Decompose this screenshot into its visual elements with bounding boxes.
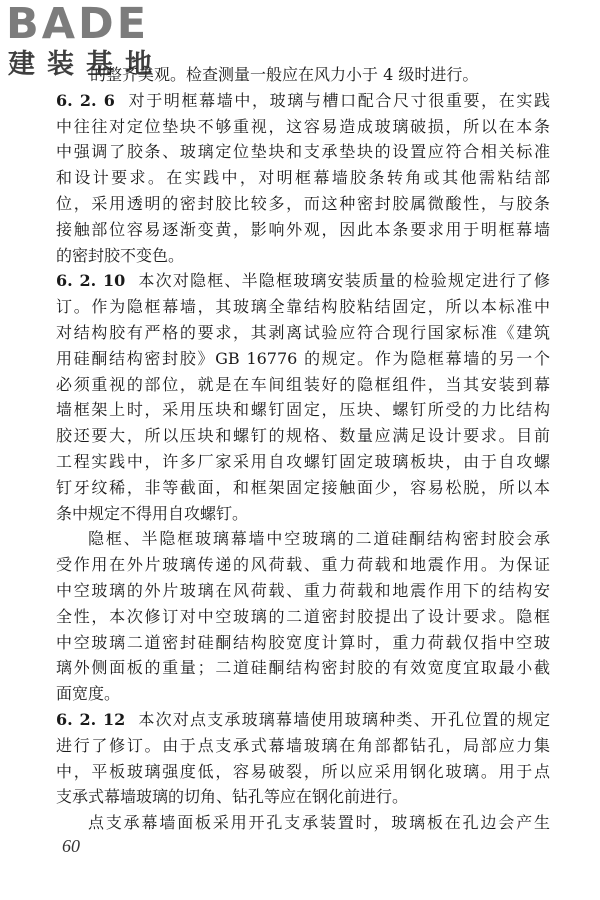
text-line: 点支承幕墙面板采用开孔支承装置时，玻璃板在孔边会产生	[88, 813, 550, 833]
text-line: 6. 2. 10 本次对隐框、半隐框玻璃安装质量的检验规定进行了修	[56, 271, 550, 291]
text-line: 接触部位容易逐渐变黄，影响外观，因此本条要求用于明框幕墙	[56, 219, 550, 239]
section-number: 6. 2. 6	[56, 90, 115, 110]
text-line: 必须重视的部位，就是在车间组装好的隐框组件，当其安装到幕	[56, 374, 550, 394]
text-line: 钉牙纹稀，非等截面，和框架固定接触面少，容易松脱，所以本	[56, 477, 550, 497]
text-line: 工程实践中，许多厂家采用自攻螺钉固定玻璃板块，由于自攻螺	[56, 451, 550, 471]
text-line: 的整齐美观。检查测量一般应在风力小于 4 级时进行。	[90, 65, 479, 84]
text-line: 订。作为隐框幕墙，其玻璃全靠结构胶粘结固定，所以本标准中	[56, 297, 550, 317]
section-6-2-6	[56, 88, 550, 269]
section-6-2-10	[56, 268, 550, 526]
watermark-subtitle: 建装基地	[8, 49, 164, 80]
text-line: 璃外侧面板的重量；二道硅酮结构密封胶的有效宽度宜取最小截	[56, 658, 550, 678]
text-line: 6. 2. 6 对于明框幕墙中，玻璃与槽口配合尺寸很重要，在实践	[56, 90, 550, 110]
text-line: 的密封胶不变色。	[56, 245, 185, 265]
text-line: 隐框、半隐框玻璃幕墙中空玻璃的二道硅酮结构密封胶会承	[88, 529, 550, 549]
text-line: 中往往对定位垫块不够重视，这容易造成玻璃破损，所以在本条	[56, 116, 550, 136]
text-line: 中，平板玻璃强度低，容易破裂，所以应采用钢化玻璃。用于点	[56, 761, 550, 781]
text-line: 中空玻璃的外片玻璃在风荷载、重力荷载和地震作用下的结构安	[56, 580, 550, 600]
text-line: 和设计要求。在实践中，对明框幕墙胶条转角或其他需粘结部	[56, 168, 550, 188]
section-number: 6. 2. 10	[56, 271, 126, 291]
text-line: 支承式幕墙玻璃的切角、钻孔等应在钢化前进行。	[56, 787, 409, 807]
text-line: 受作用在外片玻璃传递的风荷载、重力荷载和地震作用。为保证	[56, 555, 550, 575]
document-body	[56, 62, 550, 836]
text-line: 墙框架上时，采用压块和螺钉固定，压块、螺钉所受的力比结构	[56, 400, 550, 420]
text-line: 对结构胶有严格的要求，其剥离试验应符合现行国家标准《建筑	[56, 322, 550, 342]
text-line: 中强调了胶条、玻璃定位垫块和支承垫块的设置应符合相关标准	[56, 142, 550, 162]
text-line: 进行了修订。由于点支承式幕墙玻璃在角部都钻孔，局部应力集	[56, 735, 550, 755]
section-number: 6. 2. 12	[56, 709, 126, 729]
text-line: 位，采用透明的密封胶比较多，而这种密封胶属微酸性，与胶条	[56, 193, 550, 213]
text-line: 全性，本次修订对中空玻璃的二道密封胶提出了设计要求。隐框	[56, 606, 550, 626]
text-line: 6. 2. 12 本次对点支承玻璃幕墙使用玻璃种类、开孔位置的规定	[56, 709, 550, 729]
bade-watermark-logo	[6, 2, 181, 86]
text-line: 胶还要大，所以压块和螺钉的规格、数量应满足设计要求。目前	[56, 426, 550, 446]
text-line: 用硅酮结构密封胶》GB 16776 的规定。作为隐框幕墙的另一个	[56, 348, 550, 368]
watermark-brand: BADE	[6, 0, 150, 49]
text-line: 中空玻璃二道密封硅酮结构胶宽度计算时，重力荷载仅指中空玻	[56, 632, 550, 652]
page-number: 60	[62, 836, 80, 856]
section-6-2-12	[56, 707, 550, 810]
section-6-2-10-paragraph-2	[56, 526, 550, 707]
text-line: 面宽度。	[56, 684, 121, 704]
text-line: 条中规定不得用自攻螺钉。	[56, 503, 249, 523]
section-6-2-12-paragraph-2	[56, 810, 550, 836]
